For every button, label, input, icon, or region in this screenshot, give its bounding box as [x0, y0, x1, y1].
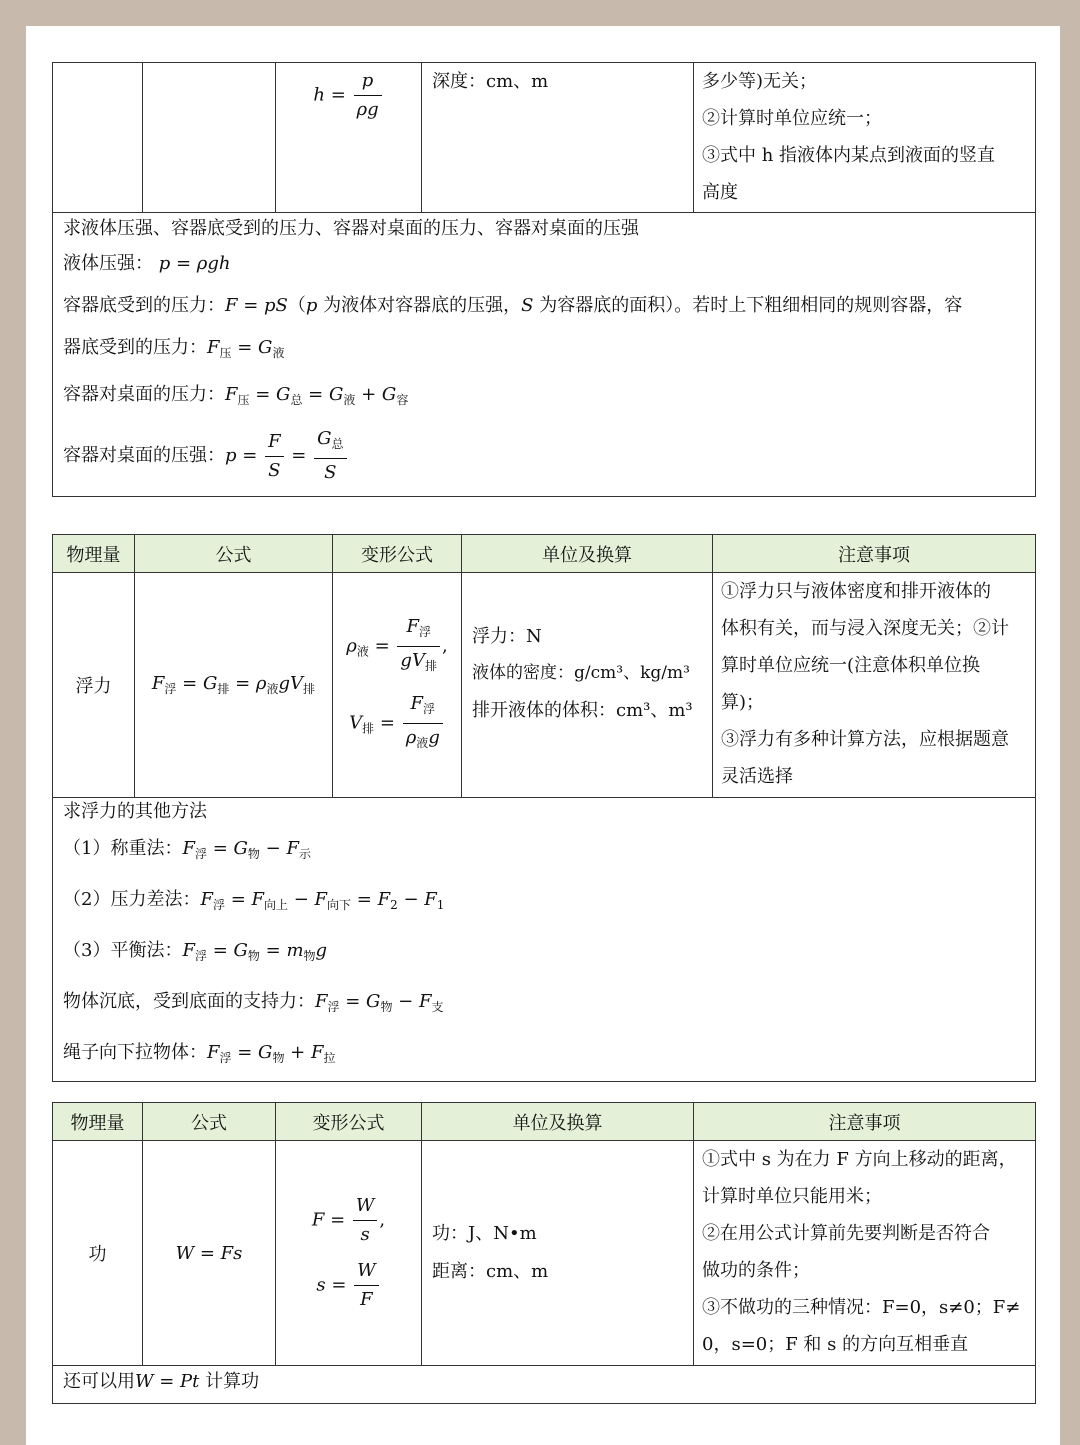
unit-cell: [422, 1141, 694, 1366]
quantity-cell: 功: [53, 1141, 143, 1366]
fraction: $\frac{F_浮}{\rho_液g}$: [403, 690, 443, 757]
formula-line: 容器对桌面的压强：p = $\frac{F}{S}$ = $\frac{G_总}{S}$: [53, 421, 1035, 491]
unit-cell: [422, 63, 694, 213]
pressure-table: [52, 62, 1036, 497]
unit-line: 液体的密度：g/cm³、kg/m³: [472, 662, 690, 683]
unit-text: 深度：cm、m: [432, 71, 549, 92]
note-line: 算)；: [721, 692, 765, 713]
quantity-cell: 浮力: [53, 573, 135, 798]
note-line: 多少等)无关；: [702, 71, 818, 92]
formula-line: 液体压强： p = ρgh: [63, 253, 231, 274]
fraction: $\frac{W}{F}$: [354, 1257, 379, 1314]
unit-line: 浮力：N: [472, 625, 542, 647]
note-line: 算时单位应统一(注意体积单位换: [721, 655, 981, 676]
empty-cell: [53, 63, 143, 213]
formula-line: （2）压力差法：$F_浮 = F_{向上} - F_{向下} = F_2 - F_1$: [63, 889, 445, 912]
note-line: 0，s=0；F 和 s 的方向互相垂直: [702, 1334, 969, 1355]
fraction: $\frac{G_总}{S}$: [314, 425, 346, 487]
formula-line: （1）称重法：$F_浮 = G_物 - F_示$: [63, 838, 311, 861]
header-cell: 单位及换算: [462, 535, 713, 573]
header-cell: 变形公式: [276, 1103, 422, 1141]
note-line: 计算时单位只能用米；: [702, 1186, 882, 1207]
buoyancy-table: [52, 534, 1036, 1082]
header-cell: 物理量: [53, 1103, 143, 1141]
formula-cell: h = $\frac{p}{\rho g}$: [276, 63, 422, 213]
fraction: $\frac{p}{\rho g}$: [354, 67, 382, 124]
fraction: $\frac{W}{s}$: [353, 1192, 378, 1249]
note-line: ③式中 h 指液体内某点到液面的竖直: [702, 145, 996, 166]
fraction: $\frac{F_浮}{gV_排}$: [397, 613, 440, 680]
note-line: 高度: [702, 182, 738, 203]
formula-cell: $F_浮 = G_排 = \rho_液gV_排$: [135, 573, 333, 798]
header-cell: 单位及换算: [422, 1103, 694, 1141]
fraction: $\frac{F}{S}$: [265, 428, 284, 485]
note-line: ①式中 s 为在力 F 方向上移动的距离，: [702, 1149, 1017, 1170]
formula-line: 器底受到的压力：$F_压 = G_液$: [63, 337, 285, 360]
unit-cell: [462, 573, 713, 798]
note-line: ③浮力有多种计算方法，应根据题意: [721, 729, 1009, 750]
formula-line: 容器对桌面的压力：$F_压 = G_总 = G_液 + G_容$: [63, 384, 409, 407]
formula-line: （3）平衡法：$F_浮 = G_物 = m_物g$: [63, 940, 328, 963]
note-line: ②在用公式计算前先要判断是否符合: [702, 1223, 990, 1244]
notes-cell: [713, 573, 1036, 798]
header-cell: 注意事项: [713, 535, 1036, 573]
note-line: ①浮力只与液体密度和排开液体的: [721, 581, 991, 602]
header-cell: 物理量: [53, 535, 135, 573]
unit-line: 距离：cm、m: [432, 1261, 549, 1282]
unit-line: 功：J、N•m: [432, 1223, 537, 1244]
note-line: 做功的条件；: [702, 1260, 810, 1281]
work-table: [52, 1102, 1036, 1404]
extra-note-cell: [53, 1366, 1036, 1404]
note-line: ②计算时单位应统一；: [702, 108, 882, 129]
note-line: 体积有关，而与浸入深度无关；②计: [721, 618, 1009, 639]
formula-line: 物体沉底，受到底面的支持力：$F_浮 = G_物 - F_支$: [63, 991, 444, 1014]
note-line: ③不做功的三种情况：F=0，s≠0；F≠: [702, 1297, 1021, 1318]
formula-line: 还可以用W = Pt 计算功: [63, 1371, 260, 1392]
derived-formula-cell: F = $\frac{W}{s}$ , s = $\frac{W}{F}$: [276, 1141, 422, 1366]
note-line: 灵活选择: [721, 766, 793, 787]
derived-formula-cell: $\rho_液$ = $\frac{F_浮}{gV_排}$ , $V_排$ = $\frac{F_浮}{\rho_液g}$: [333, 573, 462, 798]
header-cell: 公式: [143, 1103, 276, 1141]
header-cell: 注意事项: [694, 1103, 1036, 1141]
section-title: 求浮力的其他方法: [63, 801, 207, 822]
formula-cell: W = Fs: [143, 1141, 276, 1366]
formula-line: 容器底受到的压力：F = pS（p 为液体对容器底的压强，S 为容器底的面积）。若时上下粗细相同的规则容器，容: [63, 295, 963, 316]
header-cell: 公式: [135, 535, 333, 573]
notes-cell: [694, 63, 1036, 213]
extra-methods-cell: [53, 213, 1036, 497]
section-title: 求液体压强、容器底受到的压力、容器对桌面的压力、容器对桌面的压强: [63, 218, 639, 239]
unit-line: 排开液体的体积：cm³、m³: [472, 699, 693, 721]
empty-cell: [143, 63, 276, 213]
extra-methods-cell: [53, 798, 1036, 1082]
formula-line: 绳子向下拉物体：$F_浮 = G_物 + F_拉$: [63, 1042, 336, 1065]
header-cell: 变形公式: [333, 535, 462, 573]
notes-cell: [694, 1141, 1036, 1366]
